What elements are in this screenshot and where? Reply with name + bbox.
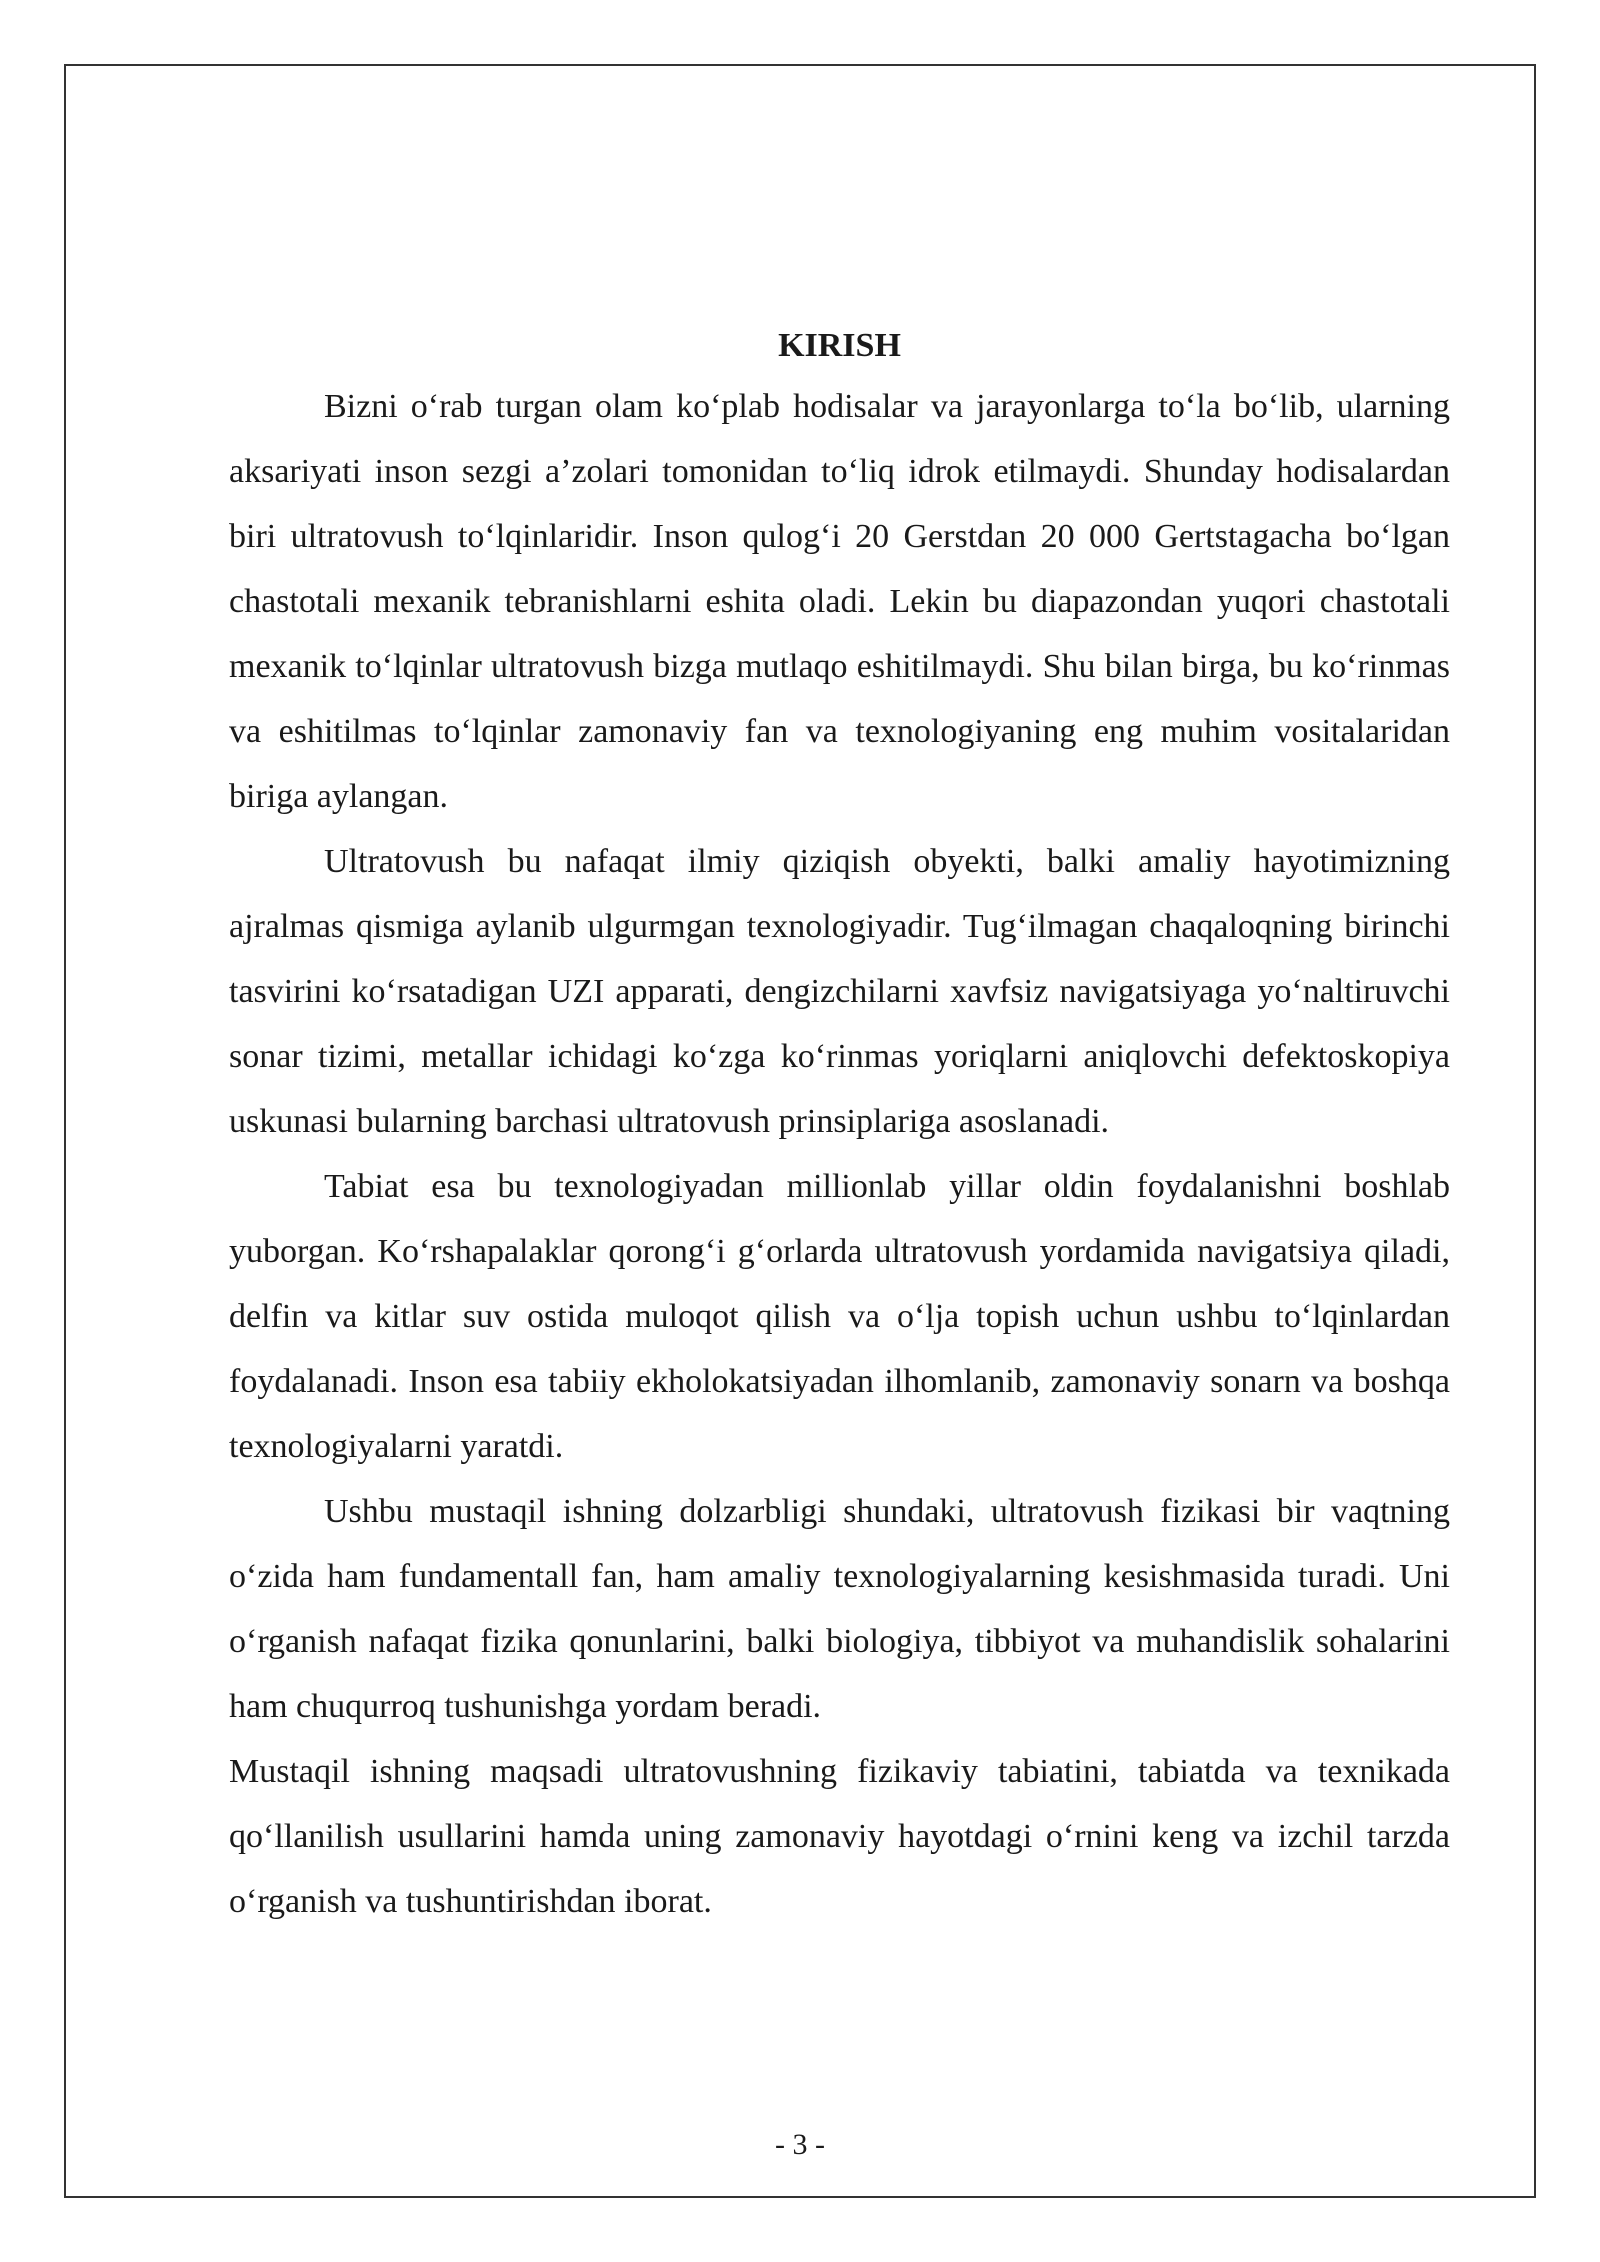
paragraph-1: Bizni o‘rab turgan olam ko‘plab hodisalar va jarayonlarga to‘la bo‘lib, ularning aksariyati inson sezgi a’zolari tomonidan to‘liq idrok etilmaydi. Shunday hodisalardan biri ultratovush to‘lqinlaridir. Inson qulog‘i 20 Gerstdan 20 000 Gertstagacha bo‘lgan chastotali mexanik tebranishlarni eshita oladi. Lekin bu diapazondan yuqori chastotali mexanik to‘lqinlar ultratovush bizga mutlaqo eshitilmaydi. Shu bilan birga, bu ko‘rinmas va eshitilmas to‘lqinlar zamonaviy fan va texnologiyaning eng muhim vositalaridan biriga aylangan. [229,388,1450,815]
paragraph-4: Ushbu mustaqil ishning dolzarbligi shundaki, ultratovush fizikasi bir vaqtning o‘zida ham fundamentall fan, ham amaliy texnologiyalarning kesishmasida turadi. Uni o‘rganish nafaqat fizika qonunlarini, balki biologiya, tibbiyot va muhandislik sohalarini ham chuqurroq tushunishga yordam beradi. [229,1493,1450,1725]
paragraph-3: Tabiat esa bu texnologiyadan millionlab yillar oldin foydalanishni boshlab yuborgan. Ko‘rshapalaklar qorong‘i g‘orlarda ultratovush yordamida navigatsiya qiladi, delfin va kitlar suv ostida muloqot qilish va o‘lja topish uchun ushbu to‘lqinlardan foydalanadi. Inson esa tabiiy ekholokatsiyadan ilhomlanib, zamonaviy sonarn va boshqa texnologiyalarni yaratdi. [229,1168,1450,1465]
paragraph-5: Mustaqil ishning maqsadi ultratovushning fizikaviy tabiatini, tabiatda va texnikada qo‘llanilish usullarini hamda uning zamonaviy hayotdagi o‘rnini keng va izchil tarzda o‘rganish va tushuntirishdan iborat. [229,1753,1450,1920]
section-title: KIRISH [778,327,901,364]
paragraph-2: Ultratovush bu nafaqat ilmiy qiziqish obyekti, balki amaliy hayotimizning ajralmas qismiga aylanib ulgurmgan texnologiyadir. Tug‘ilmagan chaqaloqning birinchi tasvirini ko‘rsatadigan UZI apparati, dengizchilarni xavfsiz navigatsiyaga yo‘naltiruvchi sonar tizimi, metallar ichidagi ko‘zga ko‘rinmas yoriqlarni aniqlovchi defektoskopiya uskunasi bularning barchasi ultratovush prinsiplariga asoslanadi. [229,843,1450,1140]
page-number: - 3 - [775,2128,825,2161]
document-body [229,318,1450,1934]
